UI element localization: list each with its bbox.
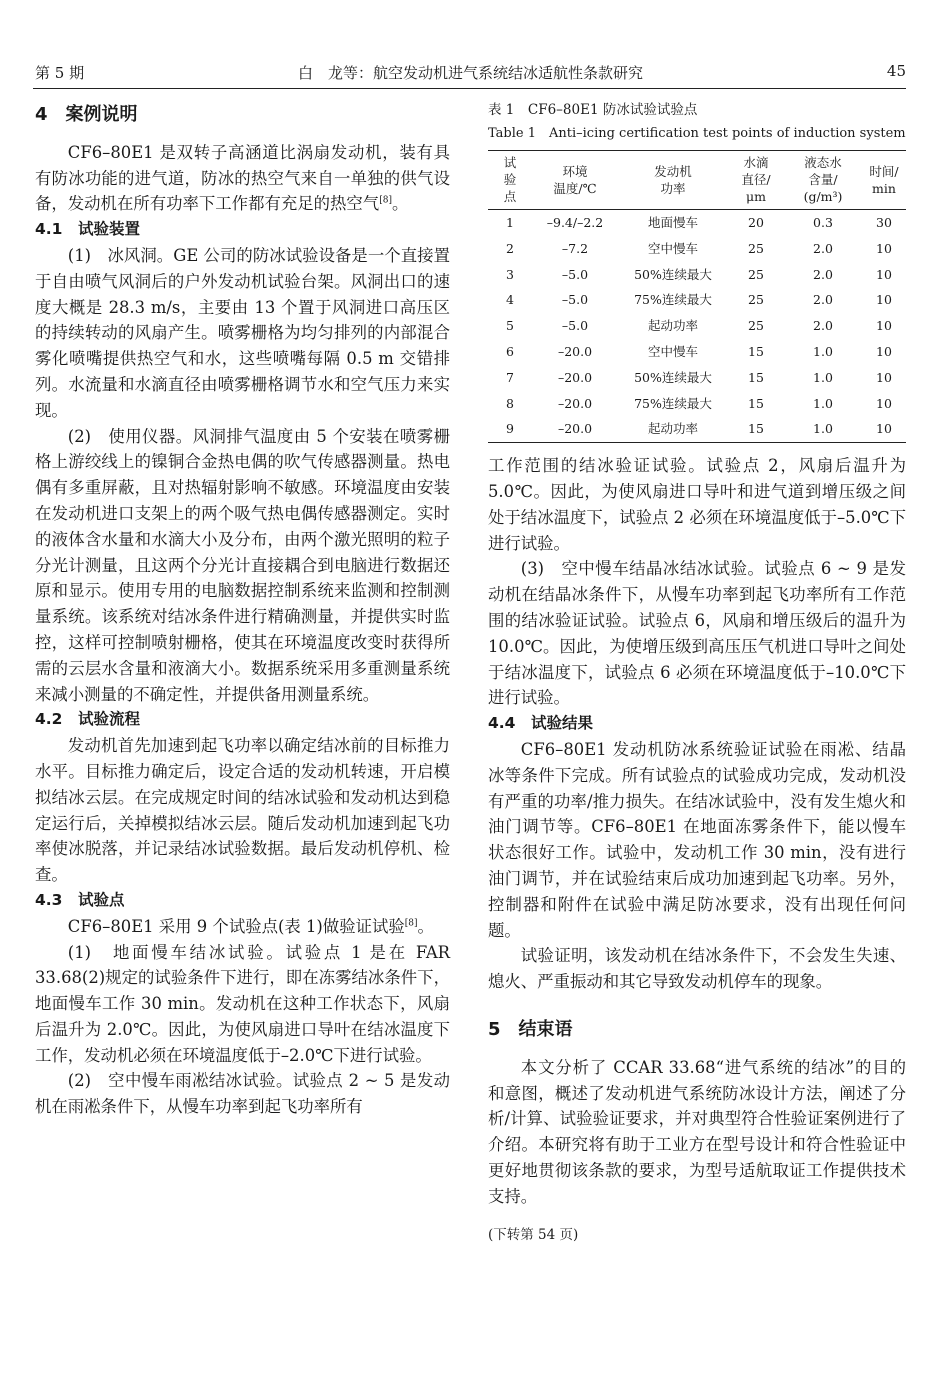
table-row: [488, 391, 906, 417]
intro-end: 。: [391, 194, 409, 214]
table-cell: 10: [876, 318, 892, 334]
table-cell: 9: [506, 421, 514, 437]
table-cell: 10: [876, 292, 892, 308]
table-row: [488, 365, 906, 391]
header-time: 时间/ min: [869, 163, 899, 196]
header-engine-power: 发动机 功率: [654, 163, 692, 196]
table-cell: 2.0: [813, 292, 833, 308]
running-title: 白 龙等：航空发动机进气系统结冰适航性条款研究: [297, 64, 643, 82]
continued-note: (下转第 54 页): [488, 1227, 579, 1244]
table-cell: 10: [876, 266, 892, 282]
paragraph-results: CF6–80E1 发动机防冰系统验证试验在雨凇、结晶冰等条件下完成。所有试验点的试验成功完成，发动机没有严重的功率/推力损失。在结冰试验中，没有发生熄火和油门调节等。CF6–80E1 在地面冻雾条件下，能以慢车状态很好工作。试验中，发动机工作 30 min，没有进行油门调节，并在试验结束后成功加速到起飞功率。另外，控制器和附件在试验中满足防冰要求，没有出现任何问题。: [488, 739, 906, 940]
table-cell: 地面慢车: [647, 215, 698, 230]
header-rule: [33, 88, 906, 89]
citation-ref: [8]: [404, 918, 418, 929]
table-caption-en: Table 1 Anti–icing certification test points of induction system: [488, 126, 906, 141]
intro-text: CF6–80E1 是双转子高涵道比涡扇发动机，装有具有防冰功能的进气道，防冰的热空气来自一单独的供气设备，发动机在所有功率下工作都有充足的热空气: [35, 142, 450, 214]
left-column: [35, 98, 450, 1120]
section-4-3-heading: 4.3 试验点: [35, 890, 125, 909]
table-cell: 50%连续最大: [634, 369, 712, 385]
table-cell: 50%连续最大: [634, 266, 712, 282]
table-cell: 15: [748, 395, 764, 411]
table-cell: 7: [506, 369, 514, 385]
paragraph-ground-idle: (1) 地面慢车结冰试验。试验点 1 是在 FAR 33.68(2)规定的试验条件下进行，即在冻雾结冰条件下，地面慢车工作 30 min。发动机在这种工作状态下，风扇后温升为 2.0℃。因此，为使风扇进口导叶在结冰温度下工作，发动机必须在环境温度低于–2.0℃下进行试验。: [35, 942, 450, 1065]
table-cell: 2.0: [813, 318, 833, 334]
table-cell: –20.0: [557, 421, 593, 437]
table-cell: 10: [876, 240, 892, 256]
table-cell: 75%连续最大: [634, 292, 712, 308]
table-cell: 6: [506, 343, 514, 359]
table-cell: 2.0: [813, 240, 833, 256]
table-cell: 30: [876, 215, 892, 230]
table-caption-cn: 表 1 CF6–80E1 防冰试验试验点: [488, 102, 698, 118]
table-cell: 75%连续最大: [634, 395, 712, 411]
table-cell: 4: [506, 292, 514, 308]
table-row: [488, 416, 906, 442]
paragraph-closing: 本文分析了 CCAR 33.68“进气系统的结冰”的目的和意图，概述了发动机进气系统防冰设计方法，阐述了分析/计算、试验验证要求，并对典型符合性验证案例进行了介绍。本研究将有助于工业方在型号设计和符合性验证中更好地贯彻该条款的要求，为型号适航取证工作提供技术支持。: [488, 1057, 906, 1206]
table-cell: 1.0: [813, 395, 833, 411]
table-cell: 3: [506, 266, 514, 282]
table-cell: –7.2: [561, 240, 589, 256]
section-5-heading: 5 结束语: [488, 1018, 573, 1040]
table-cell: 15: [748, 421, 764, 437]
table-row: [488, 287, 906, 313]
section-4-1-heading: 4.1 试验装置: [35, 220, 140, 239]
table-cell: 10: [876, 395, 892, 411]
table-cell: 1: [506, 215, 514, 230]
test-points-intro-end: 。: [417, 916, 434, 936]
table-cell: –20.0: [557, 395, 593, 411]
table-cell: 0.3: [813, 215, 833, 230]
table-cell: 10: [876, 369, 892, 385]
table-cell: 25: [748, 318, 764, 334]
table-cell: –9.4/–2.2: [546, 215, 604, 230]
page-number: 45: [886, 62, 906, 80]
table-cell: –5.0: [561, 318, 589, 334]
header-test-point: 试 验 点: [503, 155, 517, 204]
table-header-row: [488, 151, 906, 210]
table-cell: 空中慢车: [647, 240, 698, 256]
paragraph-flight-idle-rime: (2) 空中慢车雨凇结冰试验。试验点 2 ~ 5 是发动机在雨凇条件下，从慢车功率到起飞功率所有: [35, 1071, 450, 1117]
table-cell: 25: [748, 292, 764, 308]
table-cell: 10: [876, 421, 892, 437]
header-droplet-diameter: 水滴 直径/ μm: [741, 155, 771, 204]
table-cell: 25: [748, 266, 764, 282]
table-cell: 20: [748, 215, 764, 230]
table-cell: 8: [506, 395, 514, 411]
table-cell: 1.0: [813, 369, 833, 385]
table-cell: –20.0: [557, 343, 593, 359]
table-row: [488, 236, 906, 262]
paragraph-conclusion-test: 试验证明，该发动机在结冰条件下，不会发生失速、熄火、严重振动和其它导致发动机停车的现象。: [488, 946, 906, 992]
table-cell: 1.0: [813, 343, 833, 359]
header-liquid-water: 液态水 含量/ (g/m³): [803, 155, 843, 204]
paragraph-test-points-intro: [35, 914, 450, 940]
journal-issue: 第 5 期: [35, 64, 85, 82]
test-points-table: [488, 150, 906, 443]
paragraph-wind-tunnel: (1) 冰风洞。GE 公司的防冰试验设备是一个直接置于自由喷气风洞后的户外发动机试验台架。风洞出口的速度大概是 28.3 m/s，主要由 13 个置于风洞进口高压区的持续转动的风扇产生。喷雾栅格为均匀排列的内部混合雾化喷嘴提供热空气和水，这些喷嘴每隔 0.5 m 交错排列。水流量和水滴直径由喷雾栅格调节水和空气压力来实现。: [35, 245, 450, 420]
table-cell: 10: [876, 343, 892, 359]
test-points-intro-text: CF6–80E1 采用 9 个试验点(表 1)做验证试验: [67, 916, 405, 936]
paragraph-flight-idle-glaze: (3) 空中慢车结晶冰结冰试验。试验点 6 ~ 9 是发动机在结晶冰条件下，从慢车功率到起飞功率所有工作范围的结冰验证试验。试验点 6，风扇和增压级后的温升为 10.0℃。因此，为使增压级到高压压气机进口导叶之间处于结冰温度下，试验点 6 必须在环境温度低于–10.0℃下进行试验。: [488, 559, 906, 708]
paragraph-instruments: (2) 使用仪器。风洞排气温度由 5 个安装在喷雾栅格上游绞线上的镍铜合金热电偶的吹气传感器测量。热电偶有多重屏蔽，且对热辐射影响不敏感。环境温度由安装在发动机进口支架上的两个吸气热电偶传感器测定。实时的液体含水量和水滴大小及分布，由两个激光照明的粒子分光计测量，且这两个分光计直接耦合到电脑进行数据还原和显示。使用专用的电脑数据控制系统来监测和控制测量系统。该系统对结冰条件进行精确测量，并提供实时监控，这样可控制喷射栅格，使其在环境温度改变时获得所需的云层水含量和液滴大小。数据系统采用多重测量系统来减小测量的不确定性，并提供备用测量系统。: [35, 426, 450, 704]
table-cell: –20.0: [557, 369, 593, 385]
citation-ref: [8]: [379, 195, 392, 206]
table-cell: 2.0: [813, 266, 833, 282]
table-cell: –5.0: [561, 292, 589, 308]
table-cell: 15: [748, 343, 764, 359]
table-cell: 1.0: [813, 421, 833, 437]
section-4-2-heading: 4.2 试验流程: [35, 710, 140, 729]
table-row: [488, 313, 906, 339]
paragraph-test-procedure: 发动机首先加速到起飞功率以确定结冰前的目标推力水平。目标推力确定后，设定合适的发动机转速，开启模拟结冰云层。在完成规定时间的结冰试验和发动机达到稳定运行后，关掉模拟结冰云层。随后发动机加速到起飞功率使冰脱落，并记录结冰试验数据。最后发动机停机、检查。: [35, 736, 450, 885]
table-cell: 2: [506, 240, 514, 256]
section-4-heading: 4 案例说明: [35, 104, 138, 125]
table-body: [488, 210, 906, 443]
table-row: [488, 262, 906, 288]
table-cell: 起动功率: [647, 421, 698, 437]
table-cell: 5: [506, 318, 514, 334]
header-ambient-temp: 环境 温度/℃: [553, 163, 597, 196]
table-cell: 15: [748, 369, 764, 385]
intro-paragraph: [35, 140, 450, 217]
paragraph-flight-idle-rime-cont: 工作范围的结冰验证试验。试验点 2，风扇后温升为 5.0℃。因此，为使风扇进口导叶和进气道到增压级之间处于结冰温度下，试验点 2 必须在环境温度低于–5.0℃下进行试验。: [488, 456, 906, 553]
right-column: [488, 98, 906, 1249]
table-cell: 空中慢车: [647, 343, 698, 359]
table-row: [488, 339, 906, 365]
table-cell: 25: [748, 240, 764, 256]
table-cell: –5.0: [561, 266, 589, 282]
table-cell: 起动功率: [647, 318, 698, 334]
section-4-4-heading: 4.4 试验结果: [488, 714, 593, 733]
table-row: [488, 210, 906, 236]
